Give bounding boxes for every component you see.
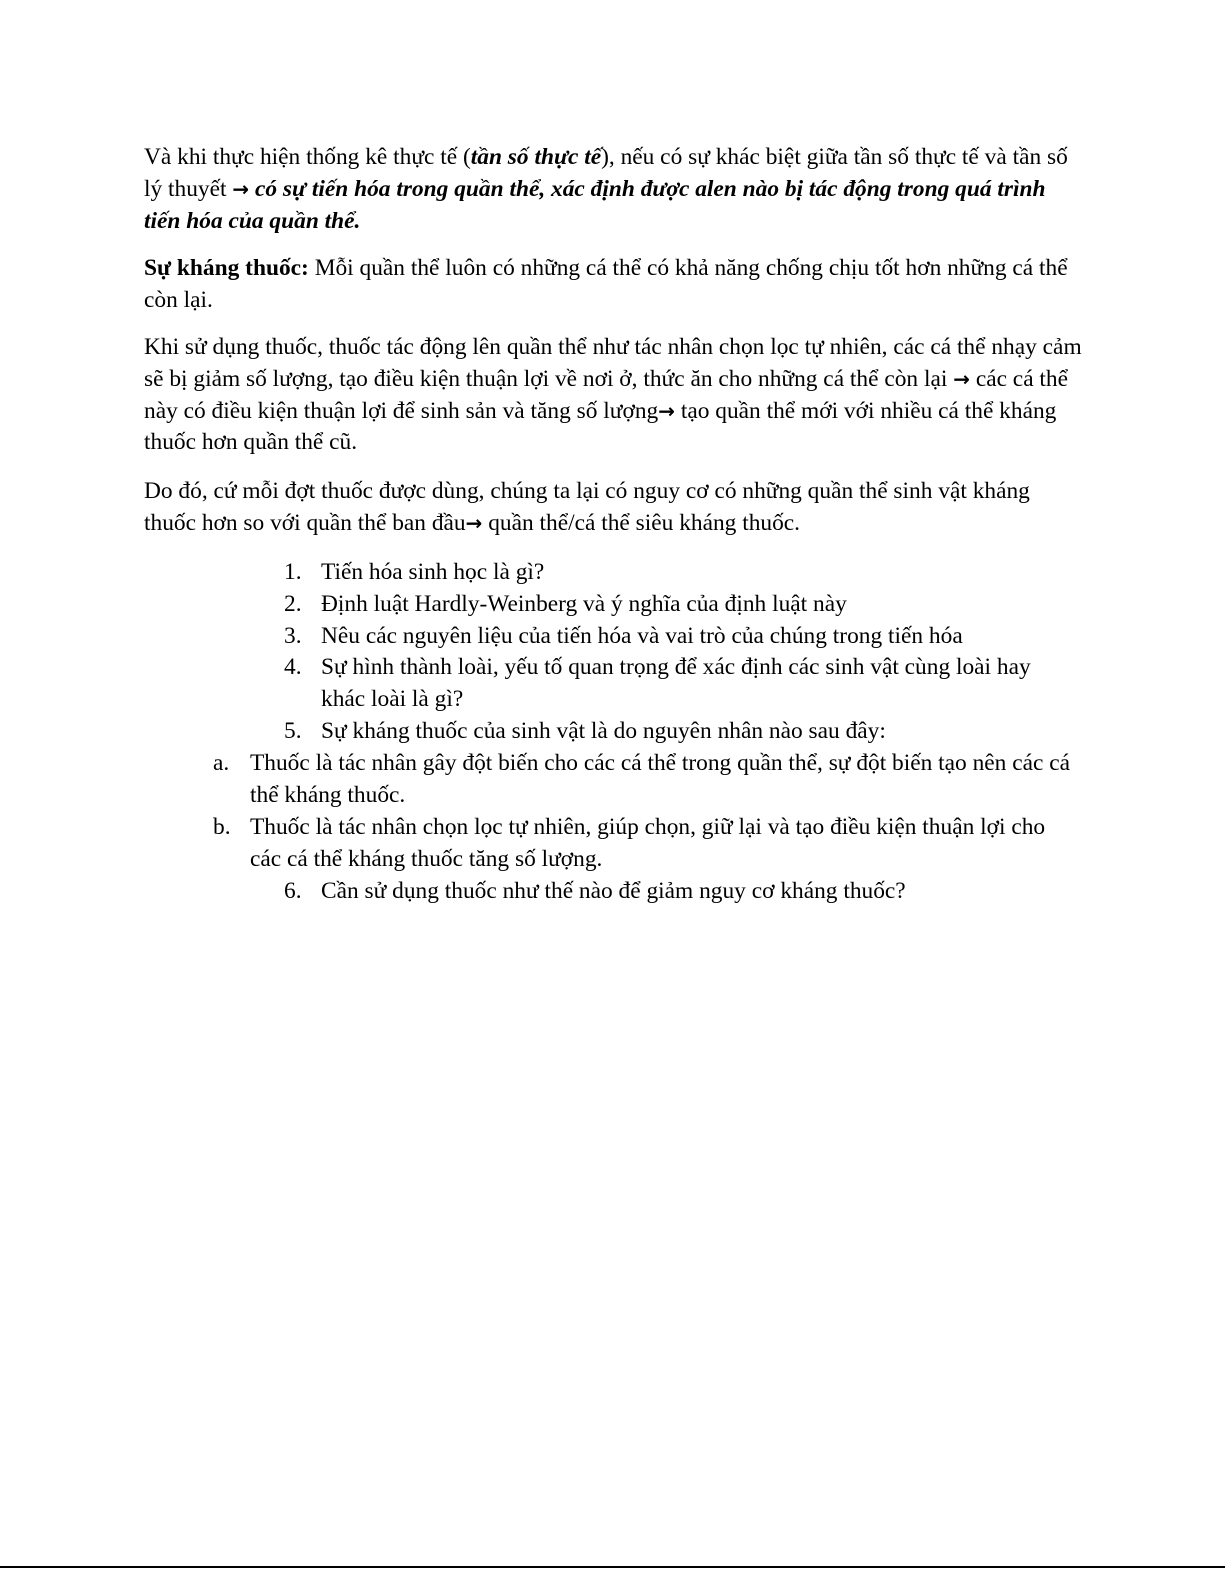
- list-item: [284, 557, 1084, 589]
- list-number: 3.: [284, 623, 302, 649]
- list-text: Sự hình thành loài, yếu tố quan trọng để xác định các sinh vật cùng loài hay khác loài là gì?: [321, 654, 1031, 712]
- list-item: [213, 748, 1073, 812]
- list-item: [284, 652, 1084, 716]
- paragraph-conclusion: [144, 476, 1084, 540]
- paragraph-text: các cá thể này có điều kiện thuận lợi để sinh sản và tăng số lượng: [144, 365, 1068, 424]
- page-bottom-border: [0, 1566, 1225, 1568]
- list-item: [213, 812, 1073, 876]
- list-letter: b.: [213, 814, 231, 840]
- list-number: 1.: [284, 559, 302, 585]
- paragraph-drug-use: [144, 332, 1084, 459]
- list-text: Tiến hóa sinh học là gì?: [321, 559, 545, 585]
- paragraph-frequency: [144, 142, 1084, 237]
- right-arrow-icon: →: [232, 176, 250, 201]
- paragraph-text: Và khi thực hiện thống kê thực tế (: [144, 144, 471, 170]
- paragraph-label: Sự kháng thuốc:: [144, 255, 309, 281]
- list-text: Sự kháng thuốc của sinh vật là do nguyên nhân nào sau đây:: [321, 718, 886, 744]
- right-arrow-icon: →: [465, 510, 483, 535]
- list-text: Nêu các nguyên liệu của tiến hóa và vai trò của chúng trong tiến hóa: [321, 623, 963, 649]
- paragraph-text: Mỗi quần thể luôn có những cá thể có khả năng chống chịu tốt hơn những cá thể còn lại.: [144, 255, 1068, 313]
- list-item: [284, 716, 1084, 748]
- paragraph-drug-resistance: [144, 253, 1084, 317]
- paragraph-text: tạo quần thể mới với nhiều cá thể kháng thuốc hơn quần thể cũ.: [144, 397, 1057, 456]
- right-arrow-icon: →: [658, 398, 675, 423]
- list-letter: a.: [213, 750, 230, 776]
- paragraph-text: ), nếu có sự khác biệt giữa tần số thực tế và tần số lý thuyết: [144, 144, 1068, 202]
- list-item: [284, 621, 1084, 653]
- list-text: Định luật Hardly-Weinberg và ý nghĩa của định luật này: [321, 591, 847, 617]
- list-number: 4.: [284, 654, 302, 680]
- list-item: [284, 589, 1084, 621]
- emphasis-text: có sự tiến hóa trong quần thể, xác định được alen nào bị tác động trong quá trình tiến hóa của quần thể.: [144, 175, 1046, 234]
- paragraph-text: quần thể/cá thể siêu kháng thuốc.: [482, 509, 801, 536]
- list-text: Thuốc là tác nhân gây đột biến cho các cá thể trong quần thể, sự đột biến tạo nên các cá thể kháng thuốc.: [250, 750, 1070, 808]
- list-number: 6.: [284, 878, 302, 904]
- emphasis-text: tần số thực tế: [470, 144, 602, 170]
- paragraph-text: Khi sử dụng thuốc, thuốc tác động lên quần thể như tác nhân chọn lọc tự nhiên, các cá thể nhạy cảm sẽ bị giảm số lượng, tạo điều kiện thuận lợi về nơi ở, thức ăn cho những cá thể còn lại: [144, 334, 1082, 392]
- list-text: Cần sử dụng thuốc như thế nào để giảm nguy cơ kháng thuốc?: [321, 878, 906, 904]
- list-number: 5.: [284, 718, 302, 744]
- list-number: 2.: [284, 591, 302, 617]
- paragraph-text: Do đó, cứ mỗi đợt thuốc được dùng, chúng ta lại có nguy cơ có những quần thể sinh vật kháng thuốc hơn so với quần thể ban đầu: [144, 478, 1030, 536]
- list-item: [284, 876, 1084, 908]
- list-text: Thuốc là tác nhân chọn lọc tự nhiên, giúp chọn, giữ lại và tạo điều kiện thuận lợi cho các cá thể kháng thuốc tăng số lượng.: [250, 814, 1046, 872]
- right-arrow-icon: →: [953, 366, 970, 391]
